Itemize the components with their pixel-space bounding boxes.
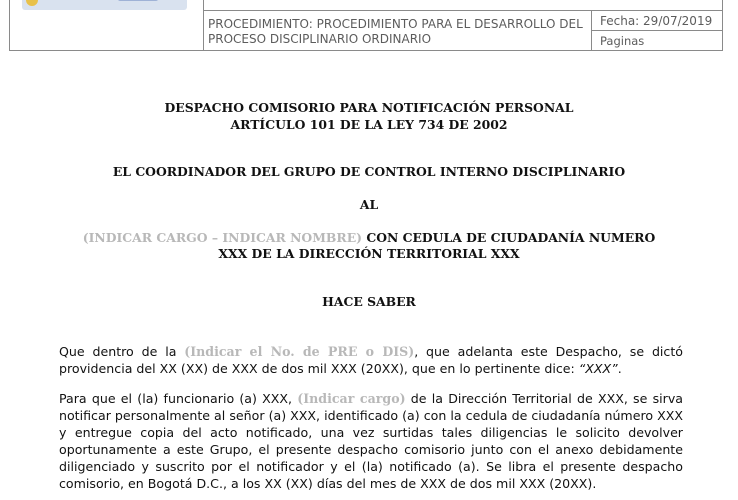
procedure-cell — [203, 10, 592, 50]
recipient-placeholder: (INDICAR CARGO – INDICAR NOMBRE) — [82, 230, 363, 245]
seal-icon — [26, 0, 38, 6]
recipient-text: CON CEDULA DE CIUDADANÍA NUMERO — [362, 230, 656, 245]
para2-text: de la Dirección Territorial de XXX, se sirva notificar personalmente al señor (a) XXX, identificado (a) con la cedula de ciudadanía número XXX y entregue copia del acto notificado, una vez surtidas tales diligencias le solicito devolver oportunamente a este Grupo, el presente despacho comisorio junto con el anexo debidamente diligenciado y suscrito por el notificador y el (la) notificado (a). Se libra el presente despacho comisorio, en Bogotá D.C., a los XX (XX) días del mes de XXX de dos mil XXX (20XX). — [59, 391, 683, 491]
document-header-table — [9, 0, 723, 51]
procedure-text: PROCEDIMIENTO: PROCEDIMIENTO PARA EL DESARROLLO DEL PROCESO DISCIPLINARIO ORDINARIO — [208, 17, 583, 46]
date-cell: Fecha: 29/07/2019 — [592, 10, 723, 31]
quote-text: “XXX” — [578, 361, 618, 376]
coordinator-heading: EL COORDINADOR DEL GRUPO DE CONTROL INTERNO DISCIPLINARIO — [112, 164, 626, 179]
paragraph-notificacion — [59, 390, 683, 492]
logo-text-bar — [118, 0, 158, 1]
document-title: DESPACHO COMISORIO PARA NOTIFICACIÓN PERSONAL — [164, 100, 574, 115]
hace-saber-heading: HACE SABER — [322, 294, 416, 309]
institution-logo — [22, 0, 187, 10]
recipient-line-2: XXX DE LA DIRECCIÓN TERRITORIAL XXX — [218, 246, 520, 261]
para2-text: Para que el (la) funcionario (a) XXX, — [59, 391, 298, 406]
para1-text: Que dentro de la — [59, 344, 185, 359]
al-heading: AL — [359, 197, 379, 212]
para1-text: . — [617, 361, 622, 376]
recipient-line-1 — [0, 230, 738, 245]
logo-cell — [10, 0, 204, 50]
pre-dis-placeholder: (Indicar el No. de PRE o DIS) — [184, 344, 415, 359]
cargo-placeholder: (Indicar cargo) — [297, 391, 406, 406]
pages-cell: Paginas — [600, 34, 645, 48]
para1-text: , que adelanta este Despacho, se dictó providencia del XX (XX) de XXX de dos mil XXX (20XX), que en lo pertinente dice: — [59, 344, 684, 376]
paragraph-providencia — [59, 343, 683, 377]
document-subtitle: ARTÍCULO 101 DE LA LEY 734 DE 2002 — [230, 117, 508, 132]
